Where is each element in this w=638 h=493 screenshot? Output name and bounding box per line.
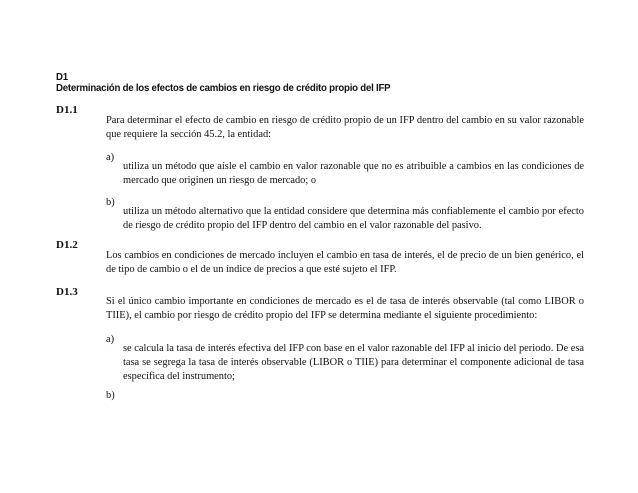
list-item-marker: b) — [106, 390, 115, 401]
list-item-marker: a) — [106, 152, 115, 163]
paragraph-text: Para determinar el efecto de cambio en riesgo de crédito propio de un IFP dentro del cambio en su valor razonable que requiere la sección 45.2, la entidad: — [106, 115, 584, 140]
list-item-text: utiliza un método que aísle el cambio en valor razonable que no es atribuible a cambios en las condiciones de mercado que originen un riesgo de mercado; o — [123, 161, 584, 186]
paragraph-text: Si el único cambio importante en condiciones de mercado es el de tasa de interés observable (tal como LIBOR o TIIE), el cambio por riesgo de crédito propio del IFP se determina mediante el siguiente procedimiento: — [106, 296, 584, 321]
paragraph-number: D1.1 — [56, 104, 78, 116]
paragraph-number: D1.2 — [56, 239, 78, 251]
paragraph-number: D1.3 — [56, 286, 78, 298]
list-item-marker: a) — [106, 334, 115, 345]
section-title: Determinación de los efectos de cambios en riesgo de crédito propio del IFP — [56, 82, 391, 94]
list-item-marker: b) — [106, 197, 115, 208]
section-code: D1 — [56, 71, 68, 83]
list-item-text: utiliza un método alternativo que la entidad considere que determina más confiablemente el cambio por efecto de riesgo de crédito propio del IFP dentro del cambio en el valor razonable del pasivo. — [123, 206, 584, 231]
list-item-text: se calcula la tasa de interés efectiva del IFP con base en el valor razonable del IFP al inicio del periodo. De esa tasa se segrega la tasa de interés observable (LIBOR o TIIE) para determinar el componente adicional de tasa específica del instrumento; — [123, 343, 584, 382]
paragraph-text: Los cambios en condiciones de mercado incluyen el cambio en tasa de interés, el de precio de un bien genérico, el de tipo de cambio o el de un índice de precios a que esté sujeto el IFP. — [106, 250, 584, 275]
